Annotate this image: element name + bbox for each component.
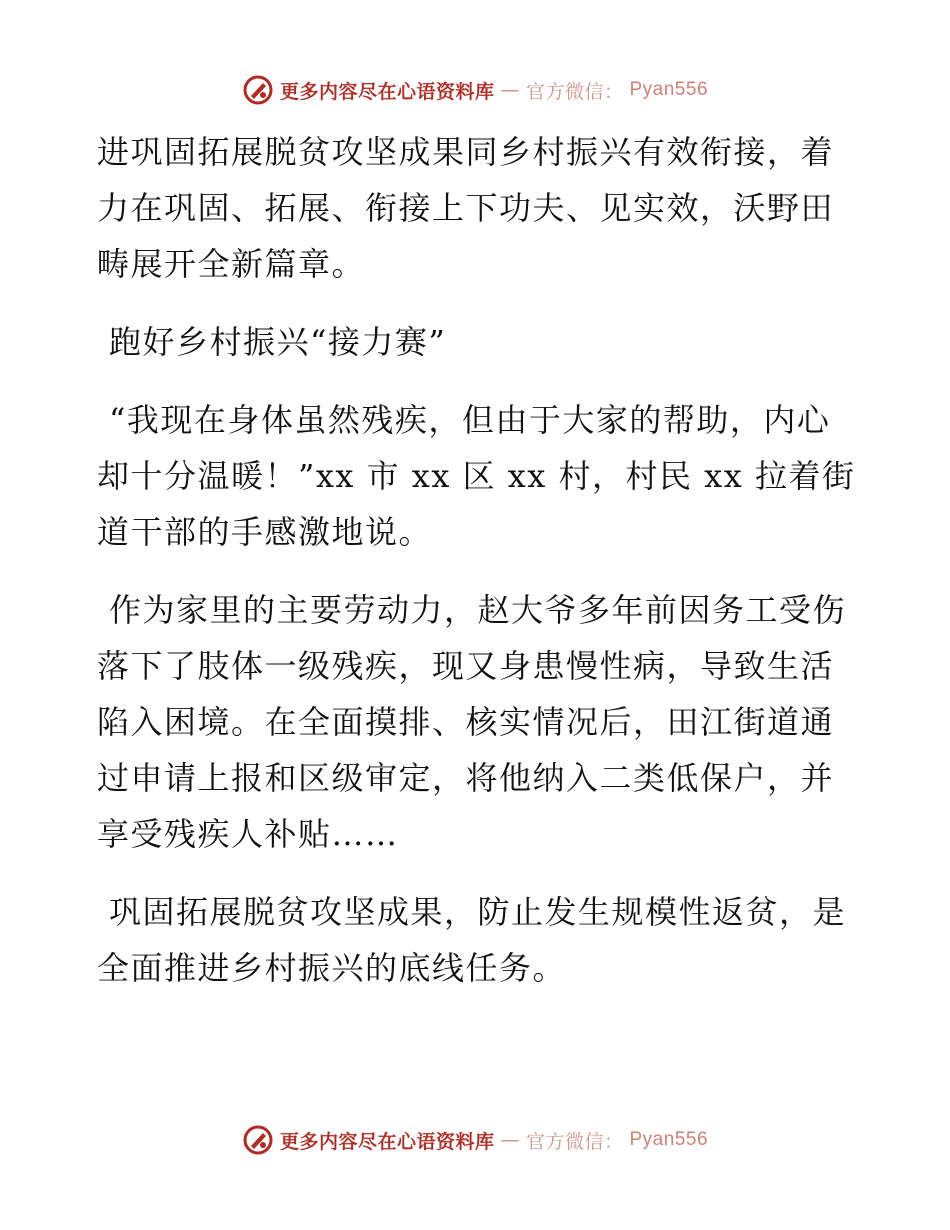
watermark-wechat-id: Pyan556 [629,79,709,100]
paragraph-conclusion: 巩固拓展脱贫攻坚成果，防止发生规模性返贫，是全面推进乡村振兴的底线任务。 [97,893,847,987]
watermark-wechat-label: 官方微信： [525,1130,624,1153]
watermark-dash: — [500,79,520,101]
watermark-wechat-label: 官方微信： [525,80,624,103]
paragraph-story: 作为家里的主要劳动力，赵大爷多年前因务工受伤落下了肢体一级残疾，现又身患慢性病，导致生活陷入困境。在全面摸排、核实情况后，田江街道通过申请上报和区级审定，将他纳入二类低保户，并享受残疾人补贴…… [97,591,847,853]
watermark-dash: — [500,1129,520,1151]
brand-logo-icon [242,74,274,106]
footer-watermark [0,1124,950,1156]
section-heading: 跑好乡村振兴“接力赛” [109,323,447,361]
watermark-wechat-id: Pyan556 [629,1129,709,1150]
header-watermark [0,74,950,106]
paragraph-1: 进巩固拓展脱贫攻坚成果同乡村振兴有效衔接，着力在巩固、拓展、衔接上下功夫、见实效，沃野田畴展开全新篇章。 [97,133,835,283]
paragraph-quote: “我现在身体虽然残疾，但由于大家的帮助，内心却十分温暖！”xx 市 xx 区 xx 村，村民 xx 拉着街道干部的手感激地说。 [97,401,856,551]
watermark-title: 更多内容尽在心语资料库 [279,1130,495,1153]
document-body [97,124,857,1018]
brand-logo-icon [242,1124,274,1156]
watermark-title: 更多内容尽在心语资料库 [279,80,495,103]
